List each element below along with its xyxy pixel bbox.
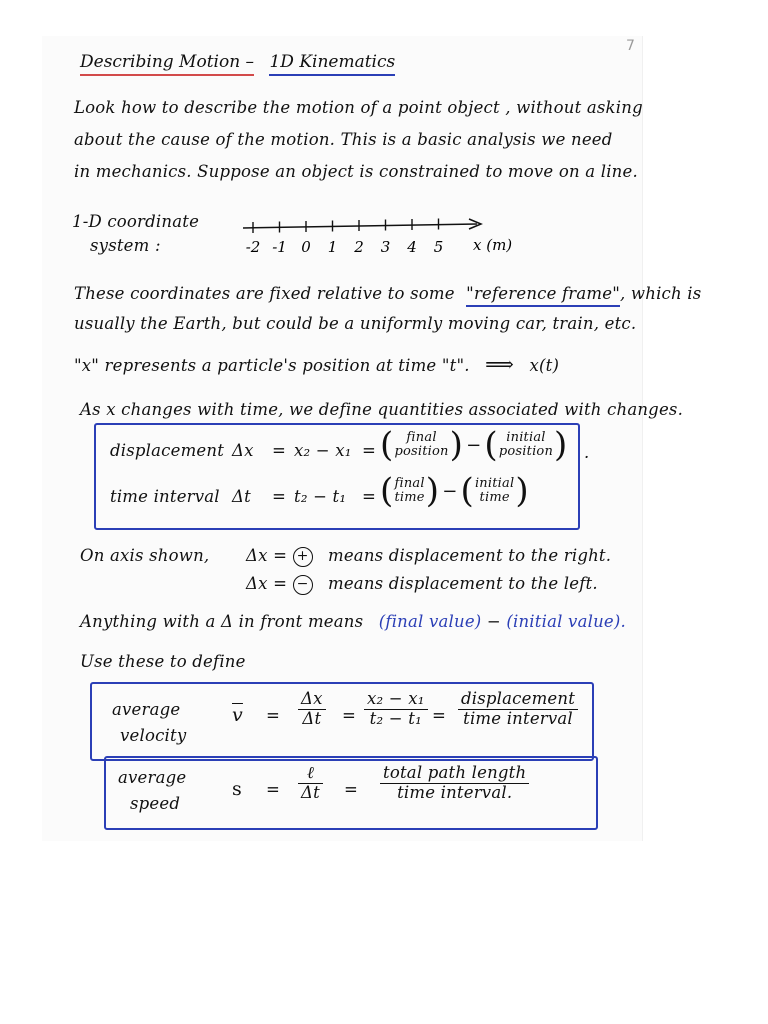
time-eq-2: = xyxy=(362,487,377,506)
displacement-eq-1: = xyxy=(272,441,287,460)
stray-dot: · xyxy=(584,448,590,467)
changes-line: As x changes with time, we define quantities associated with changes. xyxy=(80,400,684,419)
time-label: time xyxy=(394,490,425,505)
page-title xyxy=(80,52,395,72)
positive-displacement-line xyxy=(246,546,611,567)
time-rhs: t₂ − t₁ xyxy=(294,487,347,506)
speed-delta-t: Δt xyxy=(301,782,320,802)
final-label-time: final xyxy=(394,475,425,491)
axis-tick-label: 2 xyxy=(354,238,364,256)
displacement-lhs: Δx xyxy=(232,441,254,460)
delta-t-denominator: Δt xyxy=(302,708,322,728)
position-function: x(t) xyxy=(529,356,560,375)
velocity-eq-3: = xyxy=(432,706,447,725)
velocity-symbol: $\overline{v}$ xyxy=(232,704,243,726)
speed-eq-1: = xyxy=(266,780,281,799)
speed-label-2: speed xyxy=(130,794,181,813)
speed-frac-2 xyxy=(380,764,529,803)
number-line xyxy=(235,210,515,260)
minus-circle-icon: − xyxy=(293,575,313,595)
plus-circle-icon: + xyxy=(293,547,313,567)
delta-x-eq: Δx = xyxy=(246,546,288,565)
title-part1: Describing Motion – xyxy=(80,52,254,76)
intro-line-2: about the cause of the motion. This is a basic analysis we need xyxy=(74,130,613,149)
use-define-line: Use these to define xyxy=(80,652,246,671)
title-part2: 1D Kinematics xyxy=(269,52,395,76)
intro-line-3: in mechanics. Suppose an object is constrained to move on a line. xyxy=(74,162,638,181)
t-difference-denominator: t₂ − t₁ xyxy=(369,708,422,728)
negative-displacement-line xyxy=(246,574,598,595)
path-length-symbol: ℓ xyxy=(298,764,323,784)
coord-label-1: 1-D coordinate xyxy=(72,212,200,231)
frame-text-a: These coordinates are fixed relative to some xyxy=(74,284,455,303)
velocity-eq-1: = xyxy=(266,706,281,725)
axis-tick-label: 3 xyxy=(380,238,391,256)
axis-unit-label: x (m) xyxy=(473,236,513,254)
velocity-frac-1 xyxy=(298,690,326,729)
position-line xyxy=(74,352,559,376)
left-meaning: means displacement to the left. xyxy=(328,574,598,593)
minus-sign-time: − xyxy=(442,480,458,502)
axis-tick-label: 4 xyxy=(407,238,417,256)
axis-tick-label: 1 xyxy=(327,238,338,256)
position-label-2: position xyxy=(498,444,554,459)
displacement-numerator: displacement xyxy=(458,690,578,710)
time-interval-label: time interval xyxy=(110,487,220,506)
total-path-length-numerator: total path length xyxy=(380,764,529,784)
speed-symbol: s xyxy=(232,778,242,800)
velocity-frac-3 xyxy=(458,690,578,729)
final-value-term: (final value) xyxy=(378,612,482,631)
delta-x-numerator: Δx xyxy=(298,690,326,710)
initial-label: initial xyxy=(506,429,546,445)
coord-label-2: system : xyxy=(90,236,161,255)
axis-tick-label: 0 xyxy=(301,238,311,256)
displacement-difference: ( final position ) − ( initial position ) xyxy=(380,425,568,465)
delta-meaning-line xyxy=(80,612,626,631)
axis-shown-intro: On axis shown, xyxy=(80,546,210,565)
delta-text: Anything with a Δ in front means xyxy=(80,612,364,631)
time-eq-1: = xyxy=(272,487,287,506)
time-lhs: Δt xyxy=(232,487,251,506)
frame-line-1 xyxy=(74,284,701,303)
delta-x-eq-2: Δx = xyxy=(246,574,288,593)
velocity-label-2: velocity xyxy=(120,726,187,745)
right-meaning: means displacement to the right. xyxy=(328,546,612,565)
speed-frac-1 xyxy=(298,764,323,803)
x-difference-numerator: x₂ − x₁ xyxy=(364,690,428,710)
velocity-label-1: average xyxy=(112,700,181,719)
initial-value-term: (initial value). xyxy=(506,612,626,631)
velocity-eq-2: = xyxy=(342,706,357,725)
time-label-2: time xyxy=(479,490,510,505)
implies-arrow: ⟹ xyxy=(485,352,515,376)
speed-time-interval-denominator: time interval. xyxy=(397,782,513,802)
position-text: "x" represents a particle's position at time "t". xyxy=(74,356,470,375)
minus-sign: − xyxy=(466,434,482,456)
axis-tick-label: 5 xyxy=(433,238,444,256)
frame-line-2: usually the Earth, but could be a uniformly moving car, train, etc. xyxy=(74,314,637,333)
displacement-label: displacement xyxy=(110,441,225,460)
initial-label-time: initial xyxy=(474,475,515,491)
speed-label-1: average xyxy=(118,768,187,787)
reference-frame-term: "reference frame" xyxy=(466,284,620,307)
intro-line-1: Look how to describe the motion of a point object , without asking xyxy=(74,98,643,117)
frame-text-c: , which is xyxy=(620,284,702,303)
delta-dash: − xyxy=(481,612,507,631)
page-number: 7 xyxy=(626,38,635,54)
velocity-frac-2 xyxy=(364,690,428,729)
axis-tick-label: -1 xyxy=(272,238,287,256)
time-interval-denominator: time interval xyxy=(463,708,573,728)
final-label: final xyxy=(406,429,437,445)
displacement-rhs: x₂ − x₁ xyxy=(294,441,352,460)
speed-eq-2: = xyxy=(344,780,359,799)
axis-tick-label: -2 xyxy=(245,238,261,256)
axis-line xyxy=(243,224,477,228)
displacement-eq-2: = xyxy=(362,441,377,460)
time-difference: ( final time ) − ( initial time ) xyxy=(380,471,529,511)
position-label: position xyxy=(394,444,449,459)
